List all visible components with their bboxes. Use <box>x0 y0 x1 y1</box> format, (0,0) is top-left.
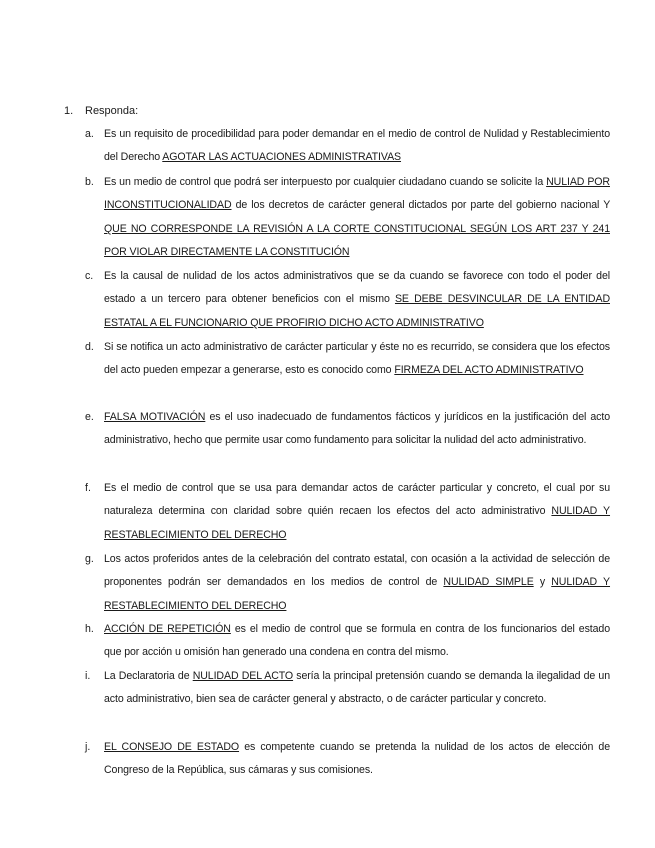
answer-underlined: NULIAD POR INCONSTITUCIONALIDAD <box>104 176 610 212</box>
item-text: Si se notifica un acto administrativo de carácter particular y éste no es recurrido, se considera que los efectos del acto pueden empezar a generarse, esto es conocido como FIRMEZA DEL ACTO ADMINISTRATIVO <box>104 341 610 377</box>
item-text: ACCIÓN DE REPETICIÓN es el medio de control que se formula en contra de los funcionarios del estado que por acción u omisión han generado una condena en contra del mismo. <box>104 623 610 659</box>
list-item-e <box>85 406 610 453</box>
answer-underlined: NULIDAD Y RESTABLECIMIENTO DEL DERECHO <box>104 576 611 612</box>
answer-underlined: FIRMEZA DEL ACTO ADMINISTRATIVO <box>394 364 584 377</box>
item-label: g. <box>85 553 94 565</box>
answer-underlined: EL CONSEJO DE ESTADO <box>104 741 240 753</box>
question-number: 1. <box>64 105 74 117</box>
answer-underlined: AGOTAR LAS ACTUACIONES ADMINISTRATIVAS <box>162 151 402 164</box>
item-text: Es un medio de control que podrá ser interpuesto por cualquier ciudadano cuando se solicite la NULIAD POR INCONSTITUCIONALIDAD de los decretos de carácter general dictados por parte del gobierno nacional Y QUE NO CORRESPONDE LA REVISIÓN A LA CORTE CONSTITUCIONAL SEGÚN LOS ART 237 Y 241 POR VIOLAR DIRECTAMENTE LA CONSTITUCIÓN <box>104 176 610 259</box>
item-text: Es un requisito de procedibilidad para poder demandar en el medio de control de Nulidad y Restablecimiento del Derecho AGOTAR LAS ACTUACIONES ADMINISTRATIVAS <box>104 128 610 164</box>
item-label: d. <box>85 341 94 353</box>
list-item-d <box>85 336 610 383</box>
item-label: h. <box>85 623 94 635</box>
question-title: Responda: <box>85 105 139 117</box>
item-label: b. <box>85 176 94 188</box>
list-item-j <box>85 736 610 783</box>
item-text: Es la causal de nulidad de los actos administrativos que se da cuando se favorece con todo el poder del estado a un tercero para obtener beneficios con el mismo SE DEBE DESVINCULAR DE LA ENTIDAD ESTATAL A EL FUNCIONARIO QUE PROFIRIO DICHO ACTO ADMINISTRATIVO <box>104 270 610 329</box>
item-text: Los actos proferidos antes de la celebración del contrato estatal, con ocasión a la actividad de selección de proponentes podrán ser demandados en los medios de control de NULIDAD SIMPLE y NULIDAD Y RESTABLECIMIENTO DEL DERECHO <box>104 553 611 612</box>
answer-underlined: ACCIÓN DE REPETICIÓN <box>104 623 231 635</box>
list-item-h <box>85 618 610 665</box>
item-label: e. <box>85 411 94 423</box>
item-label: i. <box>85 670 91 682</box>
answer-underlined: QUE NO CORRESPONDE LA REVISIÓN A LA CORTE CONSTITUCIONAL SEGÚN LOS ART 237 Y 241 POR VIOLAR DIRECTAMENTE LA CONSTITUCIÓN <box>104 222 610 259</box>
answer-underlined: FALSA MOTIVACIÓN <box>104 411 206 423</box>
list-item-c <box>85 265 610 335</box>
list-item-b <box>85 171 610 265</box>
answer-underlined: SE DEBE DESVINCULAR DE LA ENTIDAD ESTATAL A EL FUNCIONARIO QUE PROFIRIO DICHO ACTO ADMINISTRATIVO <box>104 293 610 329</box>
list-item-f <box>85 477 610 547</box>
answer-underlined: NULIDAD SIMPLE <box>443 576 534 589</box>
item-text: La Declaratoria de NULIDAD DEL ACTO sería la principal pretensión cuando se demanda la ilegalidad de un acto administrativo, bien sea de carácter general y abstracto, o de carácter particular y concreto. <box>104 670 610 706</box>
list-item-i <box>85 665 610 712</box>
item-text: Es el medio de control que se usa para demandar actos de carácter particular y concreto, el cual por su naturaleza determina con claridad sobre quién recaen los efectos del acto administrativo NULIDAD Y RESTABLECIMIENTO DEL DERECHO <box>104 482 611 541</box>
item-text: FALSA MOTIVACIÓN es el uso inadecuado de fundamentos fácticos y jurídicos en la justificación del acto administrativo, hecho que permite usar como fundamento para solicitar la nulidad del acto administrativo. <box>104 411 611 447</box>
answer-underlined: NULIDAD Y RESTABLECIMIENTO DEL DERECHO <box>104 505 611 541</box>
list-item-g <box>85 548 610 618</box>
item-label: c. <box>85 270 94 282</box>
list-item-a <box>85 123 610 170</box>
item-label: a. <box>85 128 94 140</box>
item-label: f. <box>85 482 91 494</box>
item-label: j. <box>85 741 91 753</box>
answer-underlined: NULIDAD DEL ACTO <box>192 670 294 682</box>
item-text: EL CONSEJO DE ESTADO es competente cuando se pretenda la nulidad de los actos de elección de Congreso de la República, sus cámaras y sus comisiones. <box>104 741 611 777</box>
